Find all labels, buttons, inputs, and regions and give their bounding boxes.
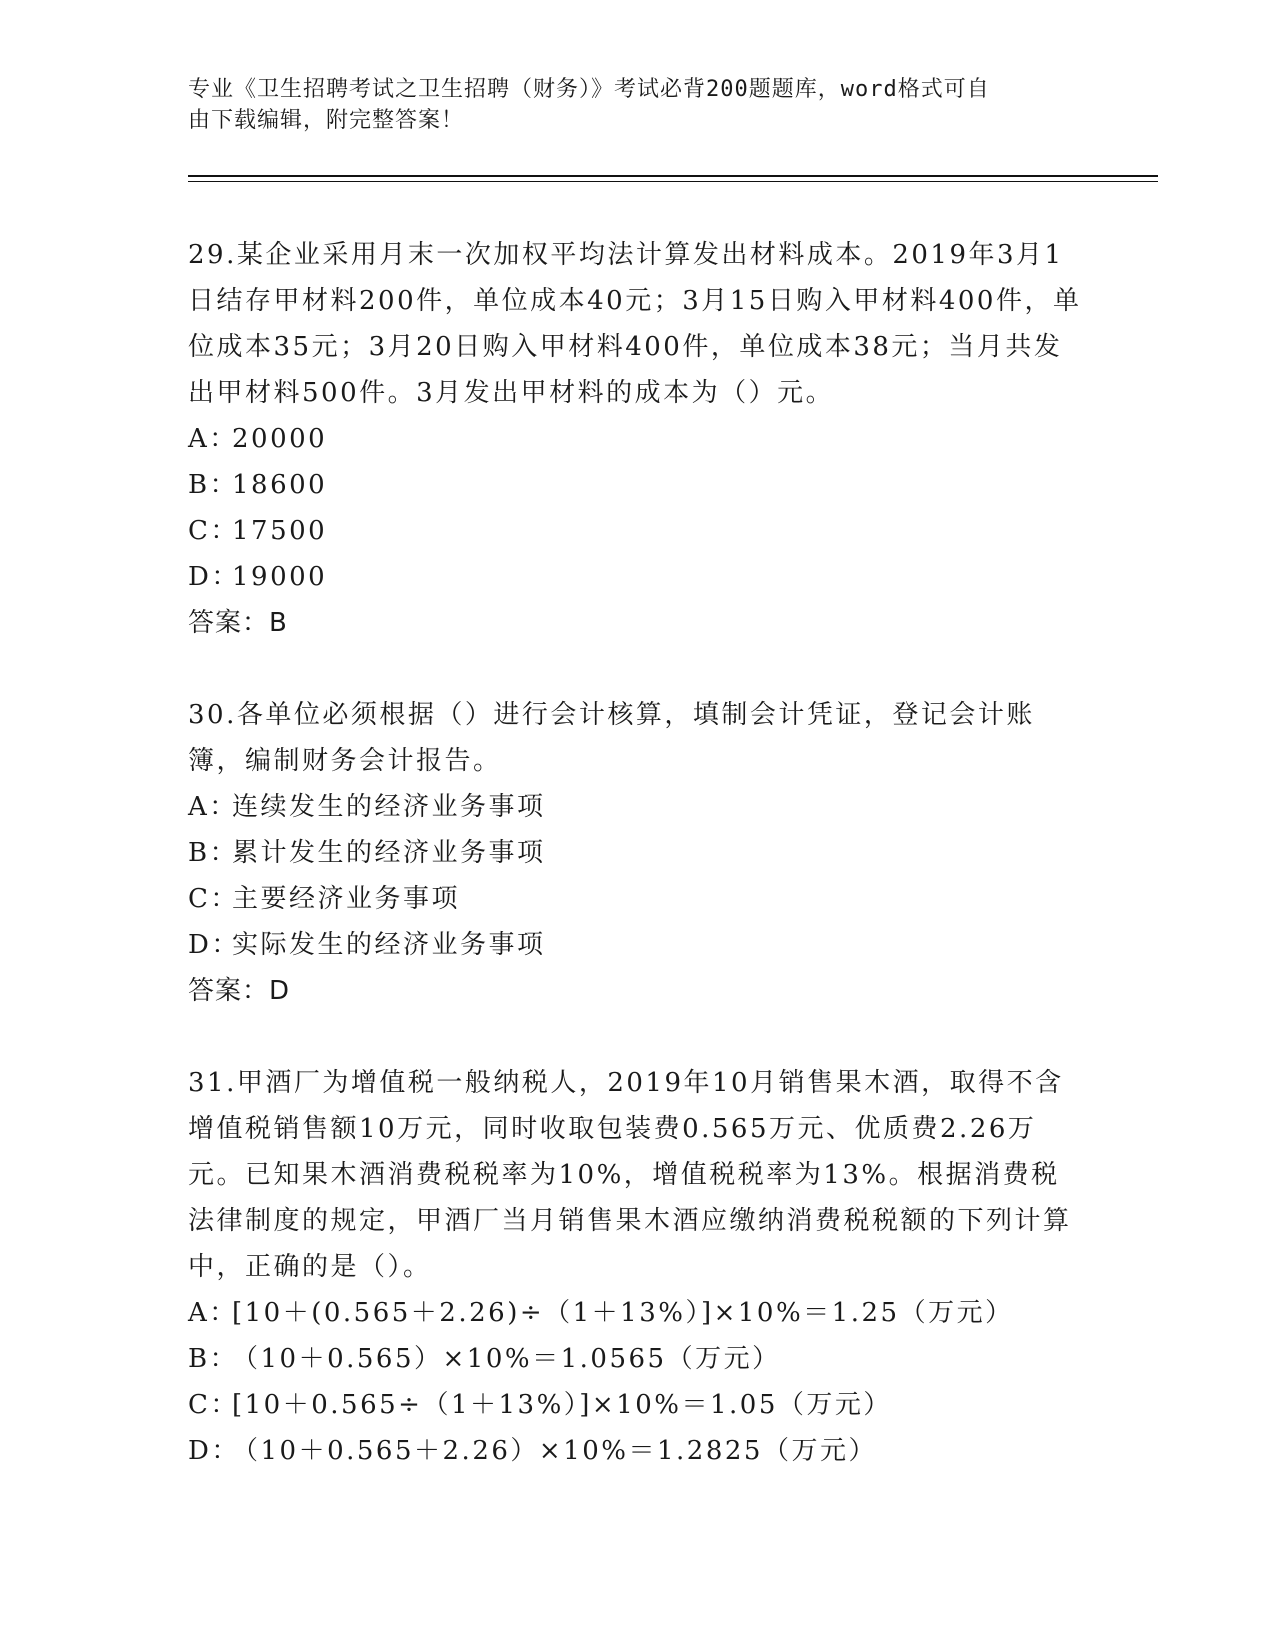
option-letter: D： [188,1436,240,1466]
option-b [188,830,1088,876]
option-a [188,416,1088,462]
option-c [188,508,1088,554]
option-letter: C： [188,1390,239,1420]
option-letter: B： [188,838,239,868]
option-c [188,876,1088,922]
option-letter: A： [188,1298,238,1328]
question-text: 30.各单位必须根据（）进行会计核算，填制会计凭证，登记会计账簿，编制财务会计报告。 [188,700,1035,776]
option-text: 19000 [232,562,328,592]
option-text: 20000 [232,424,328,454]
option-a [188,1290,1088,1336]
option-text: 连续发生的经济业务事项 [232,792,546,822]
question-31 [188,1060,1088,1474]
option-letter: D： [188,562,240,592]
option-d [188,554,1088,600]
option-b [188,1336,1088,1382]
option-text: （10＋0.565）×10%＝1.0565（万元） [232,1344,781,1374]
option-c [188,1382,1088,1428]
question-29 [188,232,1088,646]
header-line-1: 专业《卫生招聘考试之卫生招聘（财务）》考试必背200题题库，word格式可自 [188,77,990,102]
option-letter: B： [188,470,239,500]
option-letter: C： [188,516,239,546]
header-line-2: 由下载编辑，附完整答案！ [188,108,465,133]
option-letter: C： [188,884,239,914]
option-letter: A： [188,424,238,454]
option-text: 18600 [232,470,328,500]
question-list [188,232,1088,1520]
option-letter: A： [188,792,238,822]
option-a [188,784,1088,830]
option-text: 17500 [232,516,328,546]
option-text: [10＋0.565÷（1＋13%）]×10%＝1.05（万元） [232,1390,892,1420]
header-rule-thin [188,181,1158,182]
answer-label: 答案：B [188,608,288,638]
question-text: 29.某企业采用月末一次加权平均法计算发出材料成本。2019年3月1日结存甲材料200件，单位成本40元；3月15日购入甲材料400件，单位成本35元；3月20日购入甲材料400件，单位成本38元；当月共发出甲材料500件。3月发出甲材料的成本为（）元。 [188,240,1082,408]
option-text: 累计发生的经济业务事项 [232,838,546,868]
option-letter: D： [188,930,240,960]
question-30 [188,692,1088,1014]
option-text: （10＋0.565＋2.26）×10%＝1.2825（万元） [232,1436,877,1466]
option-d [188,1428,1088,1474]
page-header [188,74,1068,136]
option-letter: B： [188,1344,239,1374]
option-text: 主要经济业务事项 [232,884,461,914]
option-b [188,462,1088,508]
option-d [188,922,1088,968]
answer-label: 答案：D [188,976,291,1006]
header-rule-thick [188,175,1158,177]
question-text: 31.甲酒厂为增值税一般纳税人，2019年10月销售果木酒，取得不含增值税销售额10万元，同时收取包装费0.565万元、优质费2.26万元。已知果木酒消费税税率为10%，增值税税率为13%。根据消费税法律制度的规定，甲酒厂当月销售果木酒应缴纳消费税税额的下列计算中，正确的是（）。 [188,1068,1072,1282]
option-text: [10＋(0.565＋2.26)÷（1＋13%）]×10%＝1.25（万元） [232,1298,1014,1328]
option-text: 实际发生的经济业务事项 [232,930,546,960]
